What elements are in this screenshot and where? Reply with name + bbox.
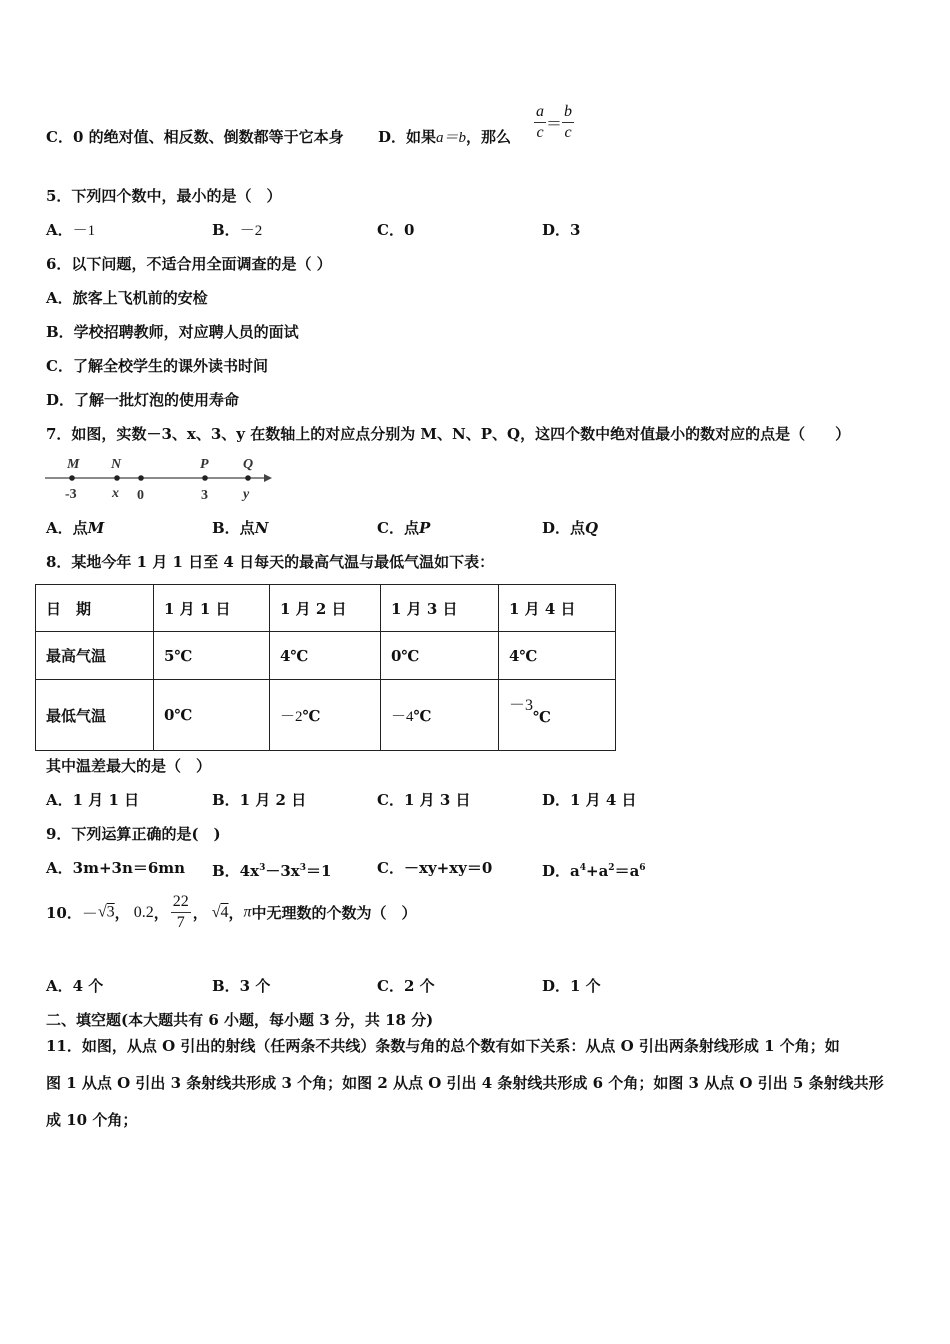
low-day1: 0℃ <box>154 680 270 751</box>
q6-option-d: D．了解一批灯泡的使用寿命 <box>46 391 240 409</box>
q4-option-c: C．0 的绝对值、相反数、倒数都等于它本身 <box>46 128 344 146</box>
table-row-low <box>36 680 616 751</box>
tick-minus-3: -3 <box>65 487 77 502</box>
q6-option-a: A．旅客上飞机前的安检 <box>46 289 208 307</box>
point-n <box>114 475 120 481</box>
high-day2: 4℃ <box>270 632 381 680</box>
q11-line-2: 图 1 从点 O 引出 3 条射线共形成 3 个角；如图 2 从点 O 引出 4 条射线共形成 6 个角；如图 3 从点 O 引出 5 条射线共形 <box>46 1074 884 1092</box>
q5-stem: 5．下列四个数中，最小的是（ ） <box>46 187 282 205</box>
q10-stem: 10．－√3， 0.2， $\frac{22}{7}$ ， √4，π中无理数的个数为（ ） <box>46 893 417 931</box>
q4-option-d-mid: ，那么 <box>466 128 512 146</box>
high-day3: 0℃ <box>381 632 499 680</box>
q8-option-d: D．1 月 4 日 <box>542 791 637 809</box>
q9-option-a: A．3m+3n＝6mn <box>46 859 186 877</box>
q4-option-d <box>378 128 511 147</box>
header-day3: 1 月 3 日 <box>381 585 499 632</box>
q10-option-b: B．3 个 <box>212 977 271 995</box>
sqrt-3: √3 <box>97 903 115 921</box>
table-row-high <box>36 632 616 680</box>
point-q <box>245 475 251 481</box>
row-label-high: 最高气温 <box>36 632 154 680</box>
high-day4: 4℃ <box>499 632 616 680</box>
fraction-a-over-c: $\frac{a}{c}$ <box>536 103 544 141</box>
q7-option-a: A．点M <box>46 519 105 537</box>
section-2-title: 二、填空题(本大题共有 6 小题，每小题 3 分，共 18 分) <box>46 1011 434 1029</box>
low-day2: －2℃ <box>270 680 381 751</box>
q5-option-a: A．－1 <box>46 221 96 239</box>
low-day4: －3℃ <box>499 680 616 751</box>
q9-option-d: D．$a^4+a^2=a^6$ <box>542 862 646 880</box>
point-m <box>69 475 75 481</box>
q11-line-3: 成 10 个角； <box>46 1111 138 1129</box>
fraction-22-over-7: $\frac{22}{7}$ <box>172 893 189 931</box>
label-q: Q <box>243 457 254 472</box>
header-day4: 1 月 4 日 <box>499 585 616 632</box>
q7-option-d: D．点Q <box>542 519 599 537</box>
q11-line-1: 11．如图，从点 O 引出的射线（任两条不共线）条数与角的总个数有如下关系：从点 O 引出两条射线形成 1 个角；如 <box>46 1037 840 1055</box>
row-label-low: 最低气温 <box>36 680 154 751</box>
low-day3: －4℃ <box>381 680 499 751</box>
point-p <box>202 475 208 481</box>
q8-option-a: A．1 月 1 日 <box>46 791 140 809</box>
label-p: P <box>200 457 209 472</box>
high-day1: 5℃ <box>154 632 270 680</box>
tick-y: y <box>243 487 250 502</box>
tick-zero: 0 <box>137 488 144 503</box>
q9-stem: 9．下列运算正确的是( ) <box>46 825 221 843</box>
sqrt-4: √4 <box>211 903 229 921</box>
q4-fraction-equation: $\frac{a}{c}$ ＝ $\frac{b}{c}$ <box>536 103 573 141</box>
tick-3: 3 <box>201 488 208 503</box>
q6-option-c: C．了解全校学生的课外读书时间 <box>46 357 268 375</box>
q10-option-c: C．2 个 <box>377 977 435 995</box>
q7-option-b: B．点N <box>212 519 269 537</box>
header-day1: 1 月 1 日 <box>154 585 270 632</box>
q5-option-c: C．0 <box>377 221 415 239</box>
q7-option-c: C．点P <box>377 519 431 537</box>
table-header-row <box>36 585 616 632</box>
q4-option-d-eq: a＝b <box>436 130 467 146</box>
q9-option-b: B．$4x^3-3x^3=1$ <box>212 862 332 880</box>
q8-option-b: B．1 月 2 日 <box>212 791 307 809</box>
q10-option-a: A．4 个 <box>46 977 104 995</box>
number-line-figure <box>40 452 280 507</box>
header-day2: 1 月 2 日 <box>270 585 381 632</box>
q5-option-d: D．3 <box>542 221 581 239</box>
tick-x: x <box>112 486 119 501</box>
q6-stem: 6．以下问题，不适合用全面调查的是（ ） <box>46 255 332 273</box>
label-n: N <box>111 457 122 472</box>
q8-stem: 8．某地今年 1 月 1 日至 4 日每天的最高气温与最低气温如下表： <box>46 553 495 571</box>
q4-option-d-prefix: D．如果 <box>378 128 437 146</box>
q6-option-b: B．学校招聘教师，对应聘人员的面试 <box>46 323 299 341</box>
fraction-b-over-c: $\frac{b}{c}$ <box>564 103 573 141</box>
q9-option-c: C．－xy+xy＝0 <box>377 859 493 877</box>
label-m: M <box>67 457 80 472</box>
point-origin <box>138 475 144 481</box>
q8-after-table: 其中温差最大的是（ ） <box>46 757 212 775</box>
q5-option-b: B．－2 <box>212 221 263 239</box>
temperature-table <box>35 584 616 751</box>
q10-option-d: D．1 个 <box>542 977 601 995</box>
q8-option-c: C．1 月 3 日 <box>377 791 471 809</box>
q7-stem: 7．如图，实数－3、x、3、y 在数轴上的对应点分别为 M、N、P、Q，这四个数中绝对值最小的数对应的点是（ ） <box>46 425 851 443</box>
header-date: 日 期 <box>36 585 154 632</box>
